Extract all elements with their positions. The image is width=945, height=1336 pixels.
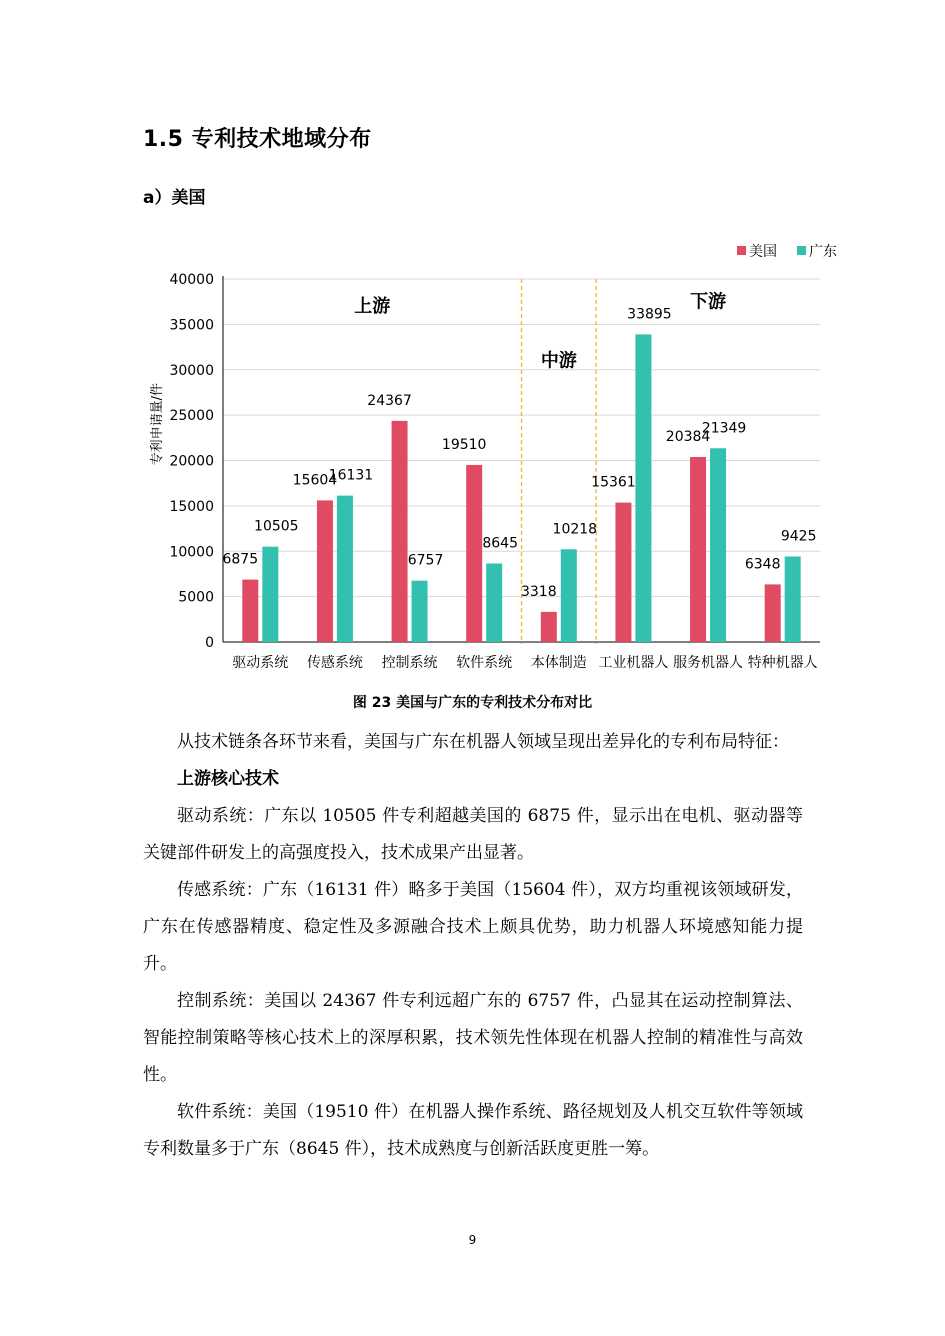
bar-guangdong (710, 448, 726, 642)
y-tick-label: 5000 (178, 589, 214, 606)
bar-guangdong (635, 334, 651, 642)
data-label: 10218 (552, 521, 598, 538)
data-label: 8645 (482, 535, 519, 552)
segment-label: 上游 (354, 296, 391, 318)
legend-label: 广东 (809, 244, 837, 260)
x-tick-label: 服务机器人 (673, 655, 744, 671)
bar-guangdong (561, 549, 577, 642)
y-tick-label: 0 (205, 635, 214, 651)
data-label: 6875 (222, 551, 259, 568)
data-label: 19510 (441, 436, 487, 453)
bar-usa (541, 612, 557, 642)
paragraph-intro: 从技术链条各环节来看，美国与广东在机器人领域呈现出差异化的专利布局特征： (177, 732, 789, 752)
data-label: 16131 (328, 467, 374, 484)
bar-guangdong (337, 496, 353, 642)
paragraph-drive: 驱动系统：广东以 10505 件专利超越美国的 6875 件，显示出在电机、驱动器等关键部件研发上的高强度投入，技术成果产出显著。 (143, 806, 803, 863)
bar-guangdong (785, 556, 801, 642)
legend-swatch (737, 246, 746, 255)
y-tick-label: 25000 (169, 408, 214, 425)
page-number: 9 (468, 1233, 477, 1247)
figure-caption: 图 23 美国与广东的专利技术分布对比 (352, 695, 593, 711)
data-label: 24367 (367, 392, 412, 409)
paragraph-control: 控制系统：美国以 24367 件专利远超广东的 6757 件，凸显其在运动控制算法、智能控制策略等核心技术上的深厚积累，技术领先性体现在机器人控制的精准性与高效性。 (143, 991, 803, 1085)
data-label: 33895 (627, 306, 672, 323)
y-axis-label: 专利申请量/件 (150, 383, 165, 466)
y-tick-label: 15000 (169, 498, 214, 515)
bar-usa (615, 503, 631, 642)
legend-label: 美国 (749, 244, 777, 260)
patent-bar-chart (140, 232, 840, 682)
y-tick-label: 20000 (169, 453, 214, 470)
bar-usa (765, 584, 781, 642)
data-label: 6757 (407, 552, 444, 569)
y-tick-label: 30000 (169, 362, 214, 379)
bar-usa (392, 421, 408, 642)
legend-swatch (797, 246, 806, 255)
x-tick-label: 本体制造 (530, 655, 587, 671)
y-tick-label: 35000 (169, 317, 214, 334)
paragraph-sensing: 传感系统：广东（16131 件）略多于美国（15604 件），双方均重视该领域研发，广东在传感器精度、稳定性及多源融合技术上颇具优势，助力机器人环境感知能力提升。 (143, 880, 803, 974)
bar-usa (242, 580, 258, 642)
x-tick-label: 软件系统 (456, 655, 513, 671)
x-tick-label: 驱动系统 (232, 655, 289, 671)
x-tick-label: 特种机器人 (747, 655, 818, 671)
x-tick-label: 控制系统 (381, 655, 438, 671)
y-tick-label: 10000 (169, 544, 214, 561)
data-label: 20384 (665, 429, 711, 446)
segment-label: 中游 (540, 350, 577, 372)
segment-label: 下游 (690, 291, 727, 313)
bar-usa (317, 500, 333, 642)
bar-usa (466, 465, 482, 642)
bar-guangdong (486, 564, 502, 642)
bar-guangdong (262, 547, 278, 642)
data-label: 15361 (591, 474, 636, 491)
data-label: 15604 (292, 472, 338, 489)
x-tick-label: 工业机器人 (598, 655, 669, 671)
bar-usa (690, 457, 706, 642)
data-label: 21349 (701, 420, 747, 437)
x-tick-label: 传感系统 (306, 655, 363, 671)
bar-guangdong (412, 581, 428, 642)
paragraph-subheading: 上游核心技术 (177, 769, 279, 789)
subsection-heading: a）美国 (143, 188, 206, 208)
section-heading: 1.5 专利技术地域分布 (143, 127, 372, 152)
data-label: 3318 (520, 583, 557, 600)
data-label: 9425 (780, 528, 817, 545)
data-label: 6348 (744, 556, 781, 573)
paragraph-software: 软件系统：美国（19510 件）在机器人操作系统、路径规划及人机交互软件等领域专利数量多于广东（8645 件），技术成熟度与创新活跃度更胜一筹。 (143, 1102, 803, 1159)
body-text (143, 724, 803, 1168)
data-label: 10505 (254, 518, 299, 535)
y-tick-label: 40000 (169, 272, 214, 288)
